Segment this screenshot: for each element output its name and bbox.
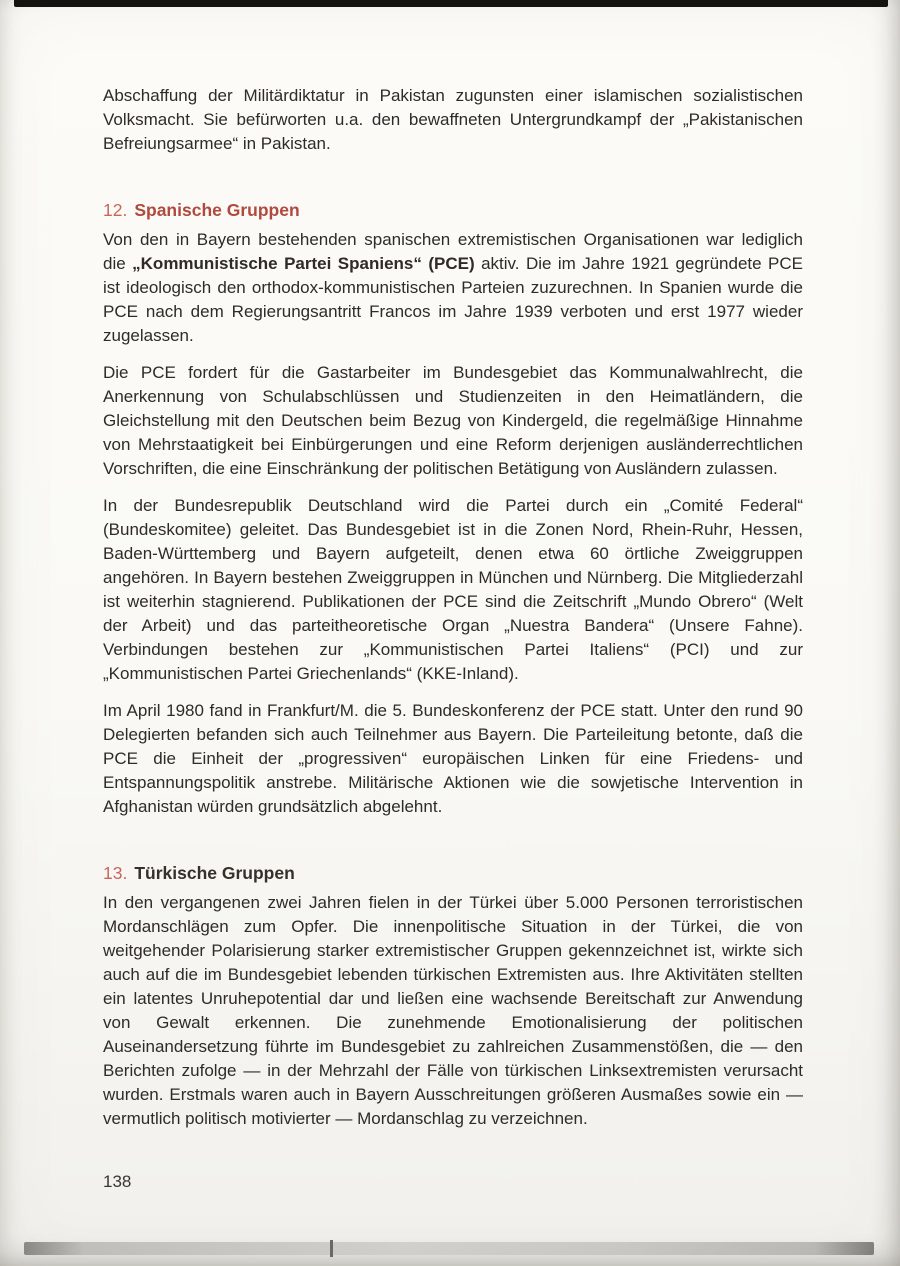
paragraph	[103, 228, 803, 348]
paragraph: In den vergangenen zwei Jahren fielen in der Türkei über 5.000 Personen terroristischen Mordanschlägen zum Opfer. Die innenpolitische Situation in der Türkei, die von weitgehender Polarisierung starker extremistischer Gruppen gekennzeichnet ist, wirkte sich auch auf die im Bundesgebiet lebenden türkischen Extremisten aus. Ihre Aktivitäten stellten ein latentes Unruhepotential dar und ließen eine wachsende Bereitschaft zur Anwendung von Gewalt erkennen. Die zunehmende Emotionalisierung der politischen Auseinandersetzung führte im Bundesgebiet zu zahlreichen Zusammenstößen, die — den Berichten zufolge — in der Mehrzahl der Fälle von türkischen Linksextremisten verursacht wurden. Erstmals waren auch in Bayern Ausschreitungen größeren Ausmaßes sowie ein — vermutlich politisch motivierter — Mordanschlag zu verzeichnen.	[103, 893, 803, 1128]
scan-artifact-tick	[330, 1240, 333, 1257]
section-heading	[103, 861, 803, 885]
intro-paragraph: Abschaffung der Militärdiktatur in Pakistan zugunsten einer islamischen sozialistischen Volksmacht. Sie befürworten u.a. den bewaffneten Untergrundkampf der „Pakistanischen Befreiungsarmee“ in Pakistan.	[103, 86, 803, 153]
section-tuerkische-gruppen	[103, 861, 803, 1131]
paragraph: In der Bundesrepublik Deutschland wird die Partei durch ein „Comité Federal“ (Bundeskomitee) geleitet. Das Bundesgebiet ist in die Zonen Nord, Rhein-Ruhr, Hessen, Baden-Württemberg und Bayern aufgeteilt, denen etwa 60 örtliche Zweiggruppen angehören. In Bayern bestehen Zweiggruppen in München und Nürnberg. Die Mitgliederzahl ist weiterhin stagnierend. Publikationen der PCE sind die Zeitschrift „Mundo Obrero“ (Welt der Arbeit) und das parteitheoretische Organ „Nuestra Bandera“ (Unsere Fahne). Verbindungen bestehen zur „Kommunistischen Partei Italiens“ (PCI) und zur „Kommunistischen Partei Griechenlands“ (KKE-Inland).	[103, 496, 803, 683]
section-number: 13.	[103, 863, 128, 883]
scan-artifact-top-edge	[14, 0, 888, 7]
paragraph-text: Von den in Bayern bestehenden spanischen extremistischen Organisationen war lediglich die	[103, 230, 803, 273]
paragraph: Im April 1980 fand in Frankfurt/M. die 5. Bundeskonferenz der PCE statt. Unter den rund 90 Delegierten befanden sich auch Teilnehmer aus Bayern. Die Parteileitung betonte, daß die PCE die Einheit der „progressiven“ europäischen Linken für eine Friedens- und Entspannungspolitik anstrebe. Militärische Aktionen wie die sowjetische Intervention in Afghanistan würden grundsätzlich abgelehnt.	[103, 701, 803, 816]
section-number: 12.	[103, 200, 128, 220]
scan-artifact-bottom-edge	[24, 1242, 874, 1255]
bold-party-name: „Kommunistische Partei Spaniens“ (PCE)	[132, 254, 475, 273]
paragraph-text: aktiv. Die im Jahre 1921 gegründete PCE ist ideologisch den orthodox-kommunistischen Parteien zuzurechnen. In Spanien wurde die PCE nach dem Regierungsantritt Francos im Jahre 1939 verboten und erst 1977 wieder zugelassen.	[103, 254, 803, 345]
section-title: Türkische Gruppen	[134, 863, 295, 883]
section-heading	[103, 198, 803, 222]
page-number: 138	[103, 1172, 132, 1191]
section-spanische-gruppen	[103, 198, 803, 819]
section-title: Spanische Gruppen	[134, 200, 300, 220]
paragraph: Die PCE fordert für die Gastarbeiter im Bundesgebiet das Kommunalwahlrecht, die Anerkennung von Schulabschlüssen und Studienzeiten in den Heimatländern, die Gleichstellung mit den Deutschen beim Bezug von Kindergeld, die regelmäßige Hinnahme von Mehrstaatigkeit bei Einbürgerungen und eine Reform derjenigen ausländerrechtlichen Vorschriften, die eine Einschränkung der politischen Betätigung von Ausländern zulassen.	[103, 363, 803, 478]
page-content	[103, 84, 803, 1131]
